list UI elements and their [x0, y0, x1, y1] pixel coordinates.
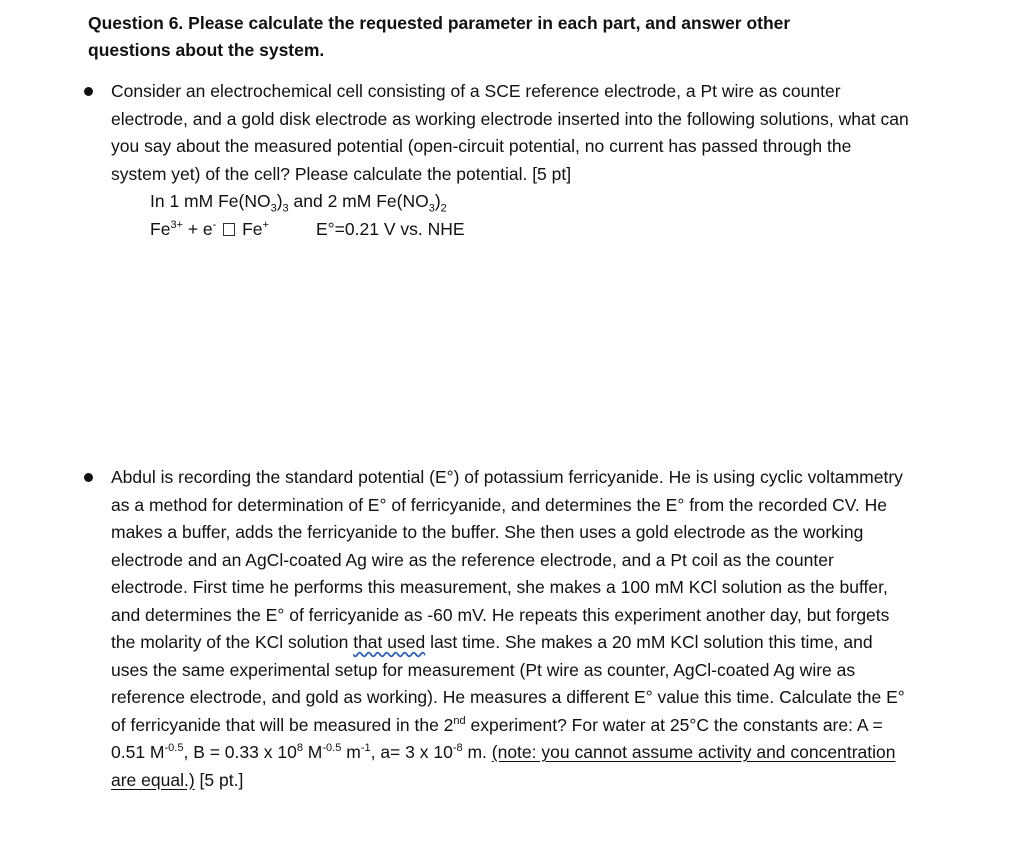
part2-paragraph: Abdul is recording the standard potential (E°) of potassium ferricyanide. He is using cyclic voltammetry as a method for determination of E° of ferricyanide, and determines the E° from the recorded CV. He makes a buffer, adds the ferricyanide to the buffer. She then uses a gold electrode as the working electrode and an AgCl-coated Ag wire as the reference electrode, and a Pt coil as the counter electrode. First time he performs this measurement, she makes a 100 mM KCl solution as the buffer, and determines the E° of ferricyanide as -60 mV. He repeats this experiment another day, but forgets the molarity of the KCl solution that used last time. She makes a 20 mM KCl solution this time, and uses the same experimental setup for measurement (Pt wire as counter, AgCl-coated Ag wire as reference electrode, and gold as working). He measures a different E° value this time. Calculate the E° of ferricyanide that will be measured in the 2nd experiment? For water at 25°C the constants are: A = 0.51 $M^{-0.5}$, B = 0.33 x $10^8$ $M^{-0.5}$ $m^{-1}$, a= 3 x $10^{-8}$ m. (note: you cannot assume activity and concentration are equal.) [5 pt.]: [111, 467, 905, 790]
spellcheck-underline: that used: [353, 632, 426, 652]
bullet-icon: [84, 87, 93, 96]
bullet-icon: [84, 473, 93, 482]
solution-line: In 1 mM $Fe(NO_3)_3$ and 2 mM $Fe(NO_3)_2$: [150, 191, 447, 215]
question-title-line-2: questions about the system.: [88, 40, 325, 60]
part1-paragraph: Consider an electrochemical cell consisting of a SCE reference electrode, a Pt wire as counter electrode, and a gold disk electrode as working electrode inserted into the following solutions, what can you say about the measured potential (open-circuit potential, no current has passed through the system yet) of the cell? Please calculate the potential. [5 pt]: [111, 81, 909, 184]
reaction-line: $Fe^{3+} + e^-$ Fe+: [150, 219, 269, 239]
standard-potential: E°=0.21 V vs. NHE: [316, 219, 465, 239]
points-label: [5 pt.]: [194, 769, 244, 790]
note-text: (note: you cannot assume activity and concentration are equal.): [111, 742, 896, 790]
question-title-line-1: Question 6. Please calculate the requested parameter in each part, and answer other: [88, 13, 791, 33]
question-title: [88, 10, 928, 64]
missing-arrow-glyph-icon: [223, 223, 235, 236]
